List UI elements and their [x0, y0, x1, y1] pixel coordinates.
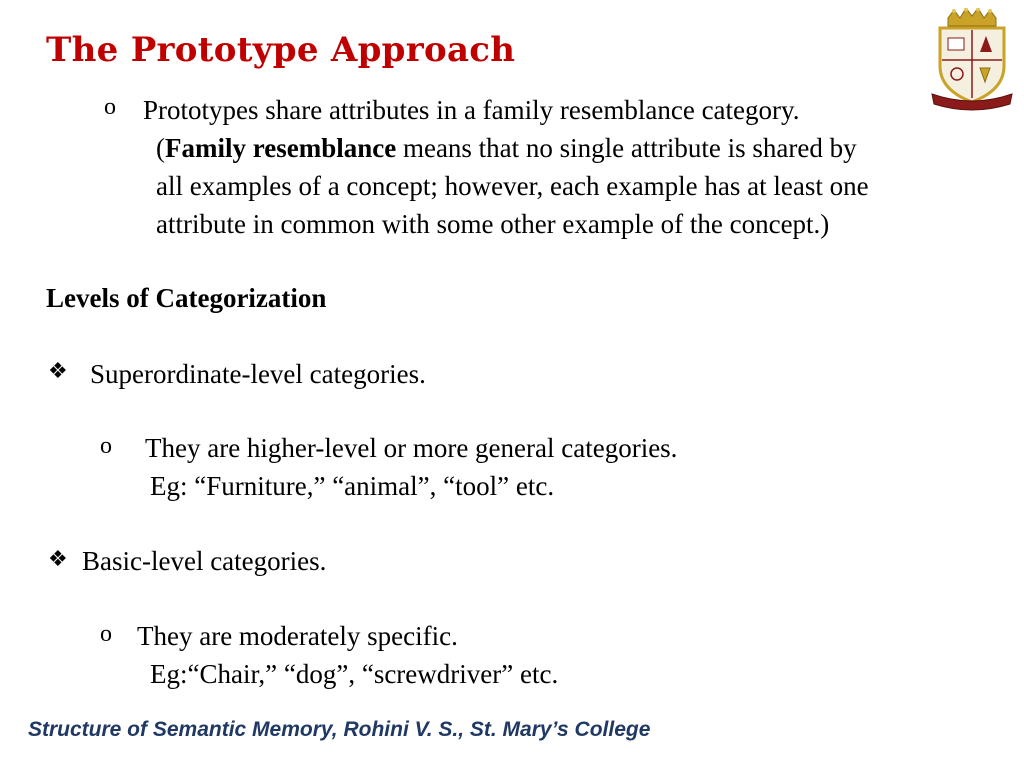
superordinate-label: Superordinate-level categories.	[90, 359, 426, 389]
basic-desc: They are moderately specific.	[137, 621, 458, 651]
superordinate-desc: They are higher-level or more general categories.	[145, 433, 678, 463]
levels-heading: Levels of Categorization	[46, 283, 327, 313]
slide-footer: Structure of Semantic Memory, Rohini V. S., St. Mary’s College	[28, 718, 651, 741]
intro-line-4: attribute in common with some other example of the concept.)	[156, 209, 830, 239]
intro-line-2	[156, 129, 857, 167]
basic-bullet-icon: ❖	[48, 546, 68, 571]
basic-sub-bullet: o	[100, 621, 112, 647]
basic-label: Basic-level categories.	[82, 546, 327, 576]
intro-line-3: all examples of a concept; however, each example has at least one	[156, 171, 869, 201]
superordinate-example: Eg: “Furniture,” “animal”, “tool” etc.	[150, 471, 555, 501]
superordinate-bullet-icon: ❖	[48, 358, 68, 383]
intro-line-1: Prototypes share attributes in a family resemblance category.	[143, 95, 800, 125]
superordinate-sub-bullet: o	[100, 433, 112, 459]
slide-title: The Prototype Approach	[46, 30, 516, 70]
intro-line-2-rest: means that no single attribute is shared by	[396, 133, 857, 163]
family-resemblance-term: Family resemblance	[165, 133, 397, 163]
college-crest-icon	[930, 8, 1014, 112]
intro-paren: (	[156, 133, 165, 163]
intro-bullet: o	[104, 94, 116, 120]
basic-example: Eg:“Chair,” “dog”, “screwdriver” etc.	[150, 659, 559, 689]
